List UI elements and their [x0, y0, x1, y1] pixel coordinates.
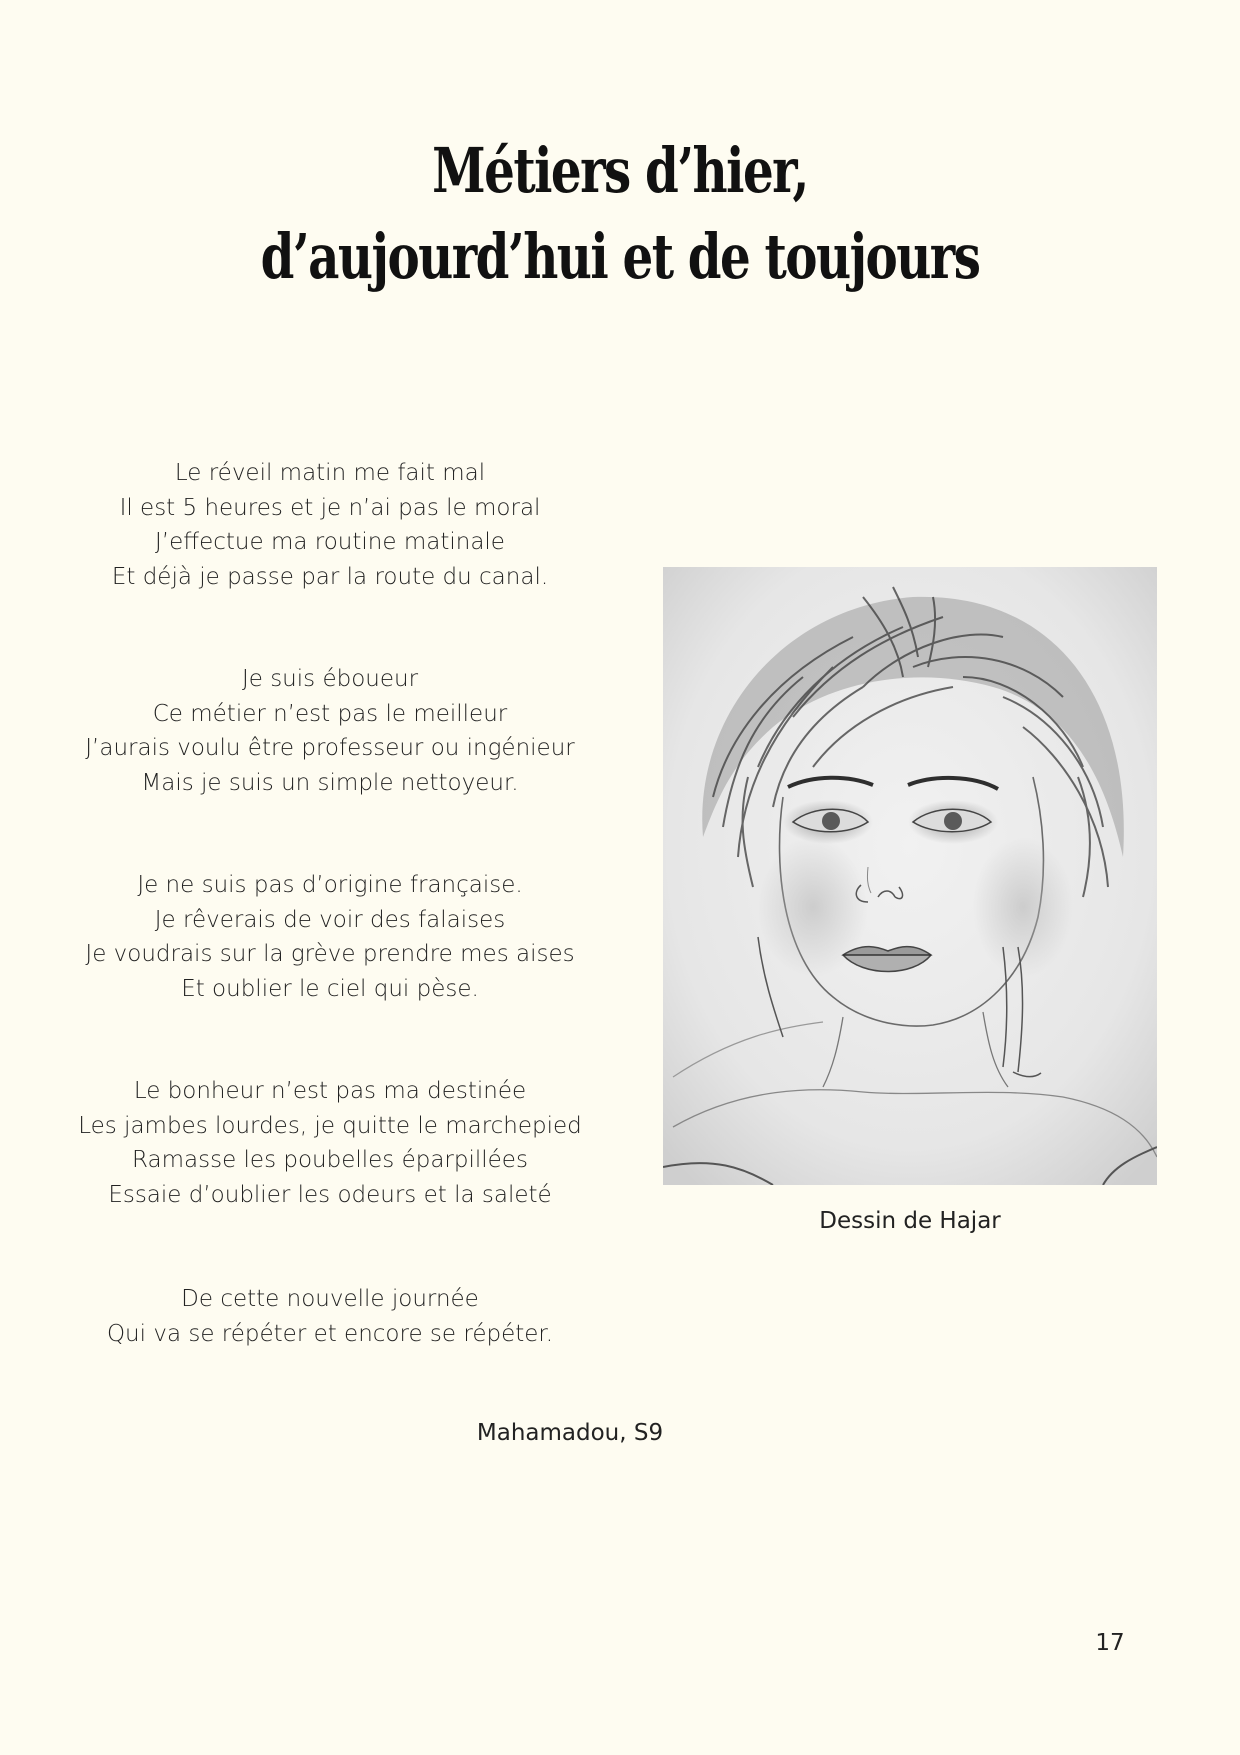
drawing-caption: Dessin de Hajar: [819, 1208, 1001, 1234]
page-title: [136, 128, 1103, 300]
page-number: 17: [1095, 1630, 1125, 1656]
pencil-portrait-icon: [663, 567, 1157, 1185]
poem-line: J’effectue ma routine matinale: [155, 529, 505, 555]
poem-line: Je rêverais de voir des falaises: [154, 906, 506, 933]
poem-stanza-5: [60, 1282, 600, 1351]
poem-stanza-2: [60, 662, 600, 800]
poem-line: Le bonheur n’est pas ma destinée: [133, 1078, 527, 1104]
poem-line: Ce métier n’est pas le meilleur: [152, 700, 508, 727]
poem-author: Mahamadou, S9: [476, 1420, 664, 1446]
poem-line: Et déjà je passe par la route du canal.: [111, 563, 549, 590]
poem-line: Les jambes lourdes, je quitte le marchepied: [78, 1112, 582, 1139]
poem-line: Mais je suis un simple nettoyeur.: [141, 769, 519, 796]
poem-line: Je suis éboueur: [241, 666, 419, 692]
portrait-drawing-image: [663, 567, 1157, 1185]
poem-line: Qui va se répéter et encore se répéter.: [106, 1320, 554, 1347]
poem-line: Je ne suis pas d’origine française.: [137, 872, 523, 898]
poem-line: Ramasse les poubelles éparpillées: [132, 1147, 528, 1173]
poem-line: De cette nouvelle journée: [181, 1286, 479, 1312]
poem-line: Le réveil matin me fait mal: [174, 460, 486, 486]
poem-line: Il est 5 heures et je n’ai pas le moral: [119, 494, 541, 521]
poem-stanza-4: [60, 1074, 600, 1212]
poem-line: J’aurais voulu être professeur ou ingénieur: [85, 735, 575, 761]
poem-line: Essaie d’oublier les odeurs et la saleté: [108, 1181, 552, 1208]
title-line-2: d’aujourd’hui et de toujours: [260, 220, 980, 293]
poem-line: Et oublier le ciel qui pèse.: [181, 975, 479, 1002]
poem-stanza-3: [60, 868, 600, 1006]
title-line-1: Métiers d’hier,: [432, 134, 808, 207]
poem-stanza-1: [60, 456, 600, 594]
poem-line: Je voudrais sur la grève prendre mes aises: [85, 941, 575, 967]
